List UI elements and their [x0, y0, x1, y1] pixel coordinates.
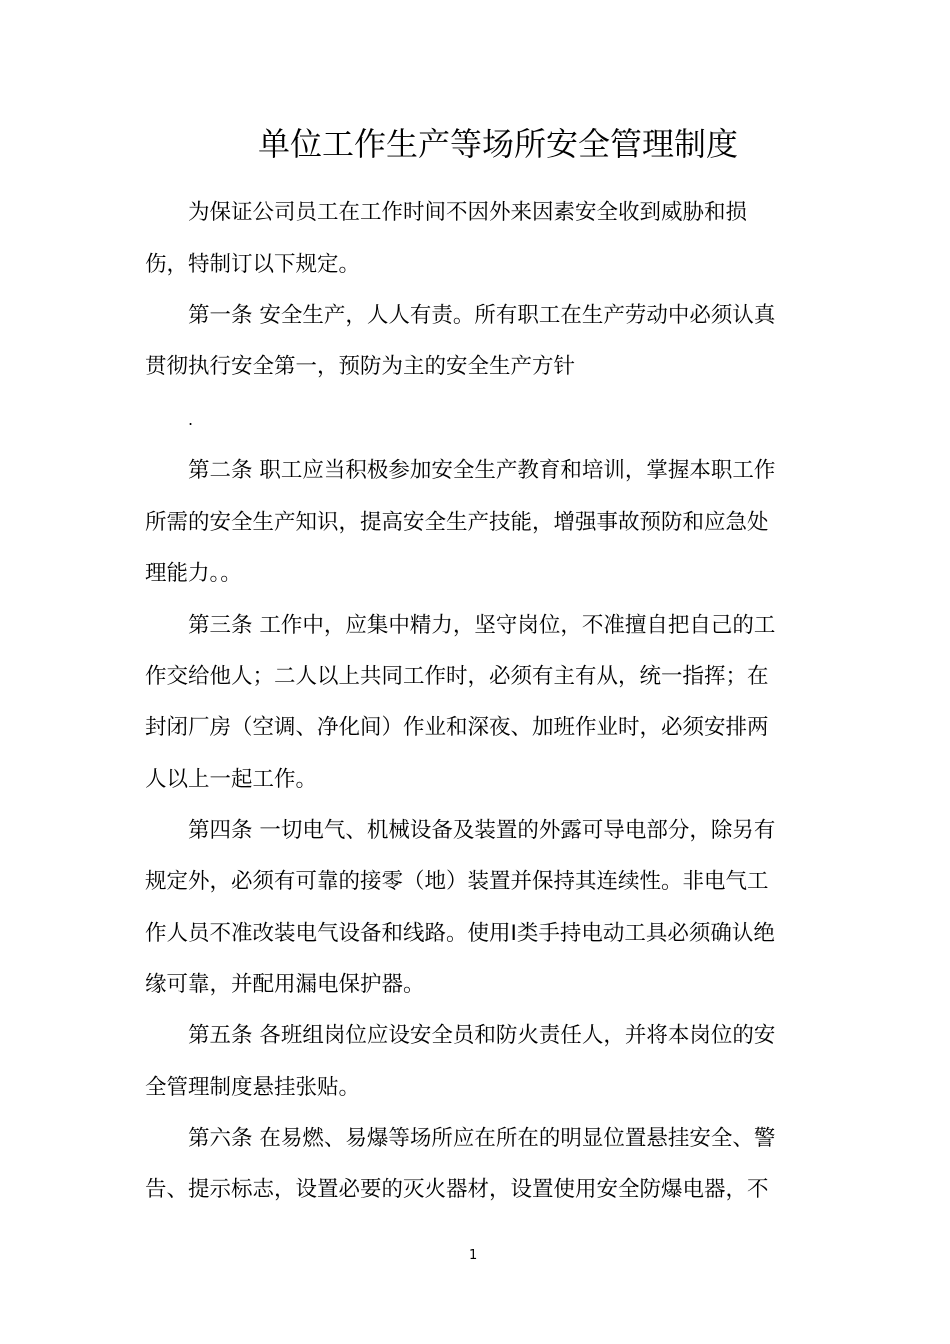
article-4-line-2: 规定外，必须有可靠的接零（地）装置并保持其连续性。非电气工 [145, 869, 769, 894]
article-4-line-1: 第四条 一切电气、机械设备及装置的外露可导电部分，除另有 [188, 818, 776, 843]
article-2-line-3: 理能力。。 [145, 561, 242, 586]
article-5-line-1: 第五条 各班组岗位应设安全员和防火责任人，并将本岗位的安 [188, 1023, 776, 1048]
intro-line-1: 为保证公司员工在工作时间不因外来因素安全收到威胁和损 [188, 200, 748, 225]
article-4-line-4: 缘可靠，并配用漏电保护器。 [145, 972, 425, 997]
page-number: 1 [469, 1248, 478, 1263]
article-3-line-2: 作交给他人；二人以上共同工作时，必须有主有从，统一指挥；在 [145, 664, 769, 689]
article-2-line-2: 所需的安全生产知识，提高安全生产技能，增强事故预防和应急处 [145, 510, 769, 535]
article-3-line-1: 第三条 工作中，应集中精力，坚守岗位，不准擅自把自己的工 [188, 613, 776, 638]
article-2-line-1: 第二条 职工应当积极参加安全生产教育和培训，掌握本职工作 [188, 458, 776, 483]
document-title: 单位工作生产等场所安全管理制度 [258, 125, 739, 163]
article-6-line-2: 告、提示标志，设置必要的灭火器材，设置使用安全防爆电器，不 [145, 1177, 769, 1202]
article-4-line-3: 作人员不准改装电气设备和线路。使用I类手持电动工具必须确认绝 [145, 921, 775, 946]
article-1-line-1: 第一条 安全生产，人人有责。所有职工在生产劳动中必须认真 [188, 303, 776, 328]
article-5-line-2: 全管理制度悬挂张贴。 [145, 1075, 361, 1100]
stray-mark: . [188, 410, 194, 429]
article-3-line-3: 封闭厂房（空调、净化间）作业和深夜、加班作业时，必须安排两 [145, 715, 769, 740]
article-6-line-1: 第六条 在易燃、易爆等场所应在所在的明显位置悬挂安全、警 [188, 1126, 776, 1151]
article-1-line-2: 贯彻执行安全第一，预防为主的安全生产方针 [145, 354, 576, 379]
intro-line-2: 伤，特制订以下规定。 [145, 252, 361, 277]
article-3-line-4: 人以上一起工作。 [145, 767, 318, 792]
